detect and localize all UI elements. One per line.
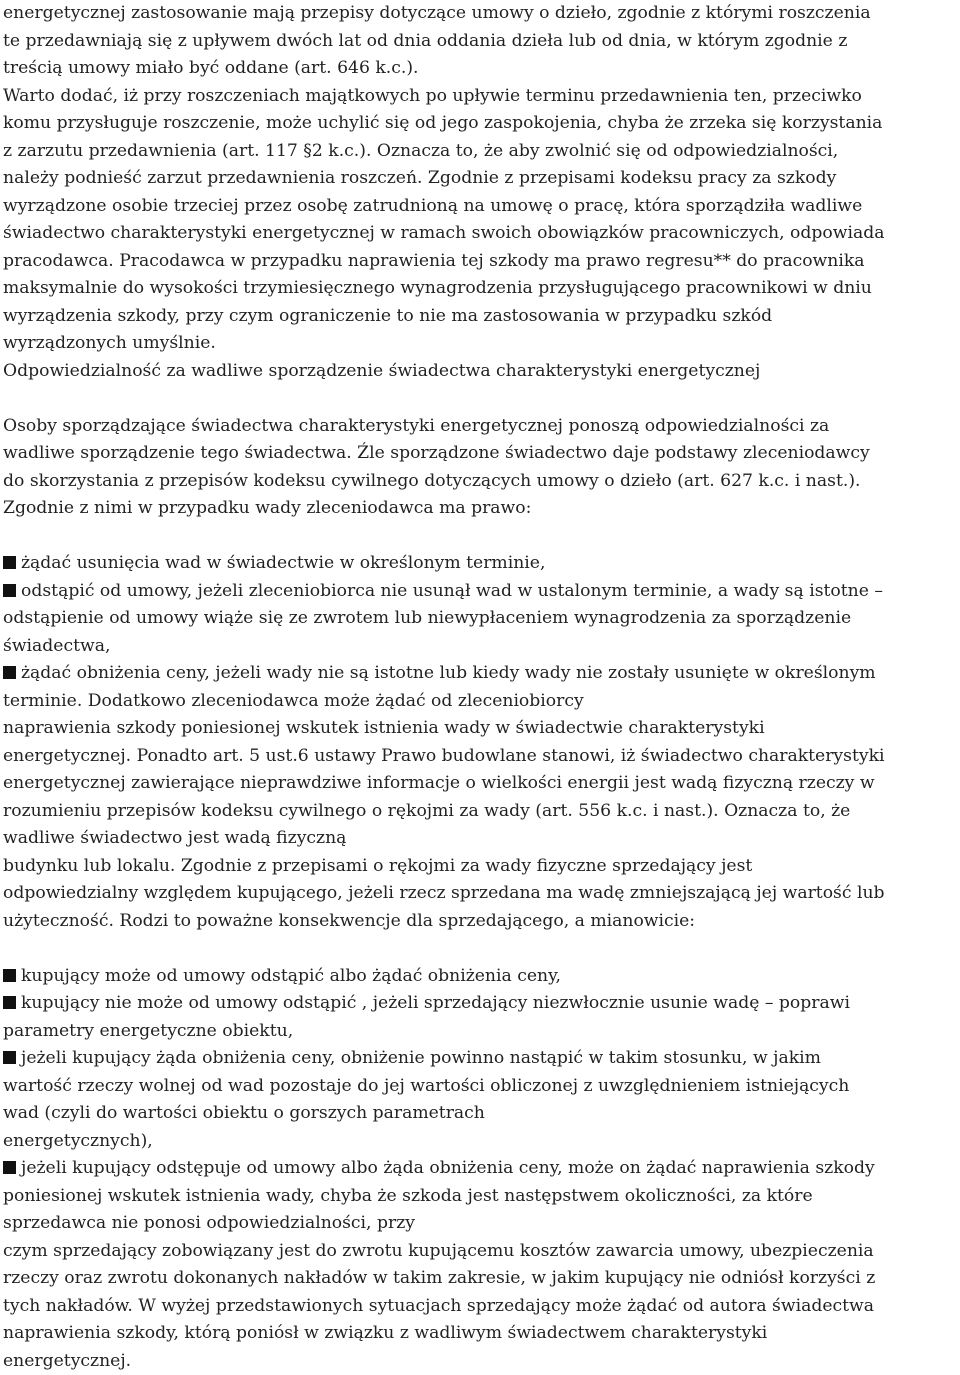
text-line: naprawienia szkody, którą poniósł w związku z wadliwym świadectwem charakterystyki <box>3 1323 768 1343</box>
text-line: te przedawniają się z upływem dwóch lat od dnia oddania dzieła lub od dnia, w którym zgodnie z <box>3 30 848 51</box>
bullet-text: odstąpić od umowy, jeżeli zleceniobiorca nie usunął wad w ustalonym terminie, a wady są istotne – <box>21 580 883 601</box>
bullet-item <box>3 660 876 688</box>
text-line: czym sprzedający zobowiązany jest do zwrotu kupującemu kosztów zawarcia umowy, ubezpieczenia <box>3 1240 874 1261</box>
text-line: energetycznej. <box>3 1350 132 1371</box>
text-line: świadectwa, <box>3 635 111 656</box>
square-bullet-icon <box>3 969 16 982</box>
text-line: terminie. Dodatkowo zleceniodawca może żądać od zleceniobiorcy <box>3 690 584 711</box>
text-line: wad (czyli do wartości obiektu o gorszych parametrach <box>3 1103 485 1123</box>
bullet-item <box>3 990 850 1018</box>
square-bullet-icon <box>3 556 16 569</box>
section-heading: Odpowiedzialność za wadliwe sporządzenie świadectwa charakterystyki energetycznej <box>3 360 761 381</box>
square-bullet-icon <box>3 666 16 679</box>
bullet-text: żądać obniżenia ceny, jeżeli wady nie są istotne lub kiedy wady nie zostały usunięte w określonym <box>21 663 876 683</box>
text-line: wyrządzenia szkody, przy czym ograniczenie to nie ma zastosowania w przypadku szkód <box>3 305 773 326</box>
bullet-item <box>3 963 561 991</box>
bullet-item <box>3 550 545 578</box>
square-bullet-icon <box>3 996 16 1009</box>
text-line: budynku lub lokalu. Zgodnie z przepisami o rękojmi za wady fizyczne sprzedający jest <box>3 855 753 876</box>
text-line: wyrządzonych umyślnie. <box>3 333 216 353</box>
bullet-text: żądać usunięcia wad w świadectwie w określonym terminie, <box>21 553 546 573</box>
text-line: z zarzutu przedawnienia (art. 117 §2 k.c.). Oznacza to, że aby zwolnić się od odpowiedzialności, <box>3 140 839 161</box>
text-line: wadliwe świadectwo jest wadą fizyczną <box>3 828 347 848</box>
text-line: użyteczność. Rodzi to poważne konsekwencje dla sprzedającego, a mianowicie: <box>3 910 696 931</box>
text-line: energetycznych), <box>3 1130 153 1151</box>
text-line: pracodawca. Pracodawca w przypadku naprawienia tej szkody ma prawo regresu** do pracownika <box>3 250 865 271</box>
text-line: Osoby sporządzające świadectwa charakterystyki energetycznej ponoszą odpowiedzialności za <box>3 415 830 436</box>
text-line: sprzedawca nie ponosi odpowiedzialności, przy <box>3 1213 415 1233</box>
text-line: naprawienia szkody poniesionej wskutek istnienia wady w świadectwie charakterystyki <box>3 718 765 738</box>
text-line: energetycznej. Ponadto art. 5 ust.6 ustawy Prawo budowlane stanowi, iż świadectwo charakterystyki <box>3 745 885 766</box>
text-line: Warto dodać, iż przy roszczeniach majątkowych po upływie terminu przedawnienia ten, przeciwko <box>3 85 862 106</box>
text-line: tych nakładów. W wyżej przedstawionych sytuacjach sprzedający może żądać od autora świadectwa <box>3 1295 874 1316</box>
text-line: komu przysługuje roszczenie, może uchylić się od jego zaspokojenia, chyba że zrzeka się korzystania <box>3 113 883 133</box>
bullet-text: jeżeli kupujący żąda obniżenia ceny, obniżenie powinno nastąpić w takim stosunku, w jakim <box>21 1048 821 1068</box>
bullet-item <box>3 578 883 606</box>
bullet-item <box>3 1045 821 1073</box>
text-line: należy podnieść zarzut przedawnienia roszczeń. Zgodnie z przepisami kodeksu pracy za szkody <box>3 168 837 188</box>
bullet-item <box>3 1155 875 1183</box>
text-line: wyrządzone osobie trzeciej przez osobę zatrudnioną na umowę o pracę, która sporządziła wadliwe <box>3 195 863 216</box>
text-line: poniesionej wskutek istnienia wady, chyba że szkoda jest następstwem okoliczności, za które <box>3 1185 813 1206</box>
text-line: wartość rzeczy wolnej od wad pozostaje do jej wartości obliczonej z uwzględnieniem istniejących <box>3 1075 850 1096</box>
square-bullet-icon <box>3 584 16 597</box>
text-line: rozumieniu przepisów kodeksu cywilnego o rękojmi za wady (art. 556 k.c. i nast.). Oznacza to, że <box>3 800 851 821</box>
text-line: energetycznej zawierające nieprawdziwe informacje o wielkości energii jest wadą fizyczną rzeczy w <box>3 773 875 793</box>
square-bullet-icon <box>3 1051 16 1064</box>
text-line: rzeczy oraz zwrotu dokonanych nakładów w takim zakresie, w jakim kupujący nie odniósł korzyści z <box>3 1268 876 1288</box>
bullet-text: kupujący nie może od umowy odstąpić , jeżeli sprzedający niezwłocznie usunie wadę – poprawi <box>21 993 850 1013</box>
text-line: energetycznej zastosowanie mają przepisy dotyczące umowy o dzieło, zgodnie z którymi roszczenia <box>3 3 871 23</box>
text-line: odstąpienie od umowy wiąże się ze zwrotem lub niewypłaceniem wynagrodzenia za sporządzenie <box>3 608 852 628</box>
text-line: wadliwe sporządzenie tego świadectwa. Źle sporządzone świadectwo daje podstawy zleceniodawcy <box>3 443 870 463</box>
text-line: odpowiedzialny względem kupującego, jeżeli rzecz sprzedana ma wadę zmniejszającą jej wartość lub <box>3 883 885 903</box>
text-line: parametry energetyczne obiektu, <box>3 1020 294 1041</box>
text-line: do skorzystania z przepisów kodeksu cywilnego dotyczących umowy o dzieło (art. 627 k.c. i nast.). <box>3 470 861 491</box>
square-bullet-icon <box>3 1161 16 1174</box>
text-line: maksymalnie do wysokości trzymiesięcznego wynagrodzenia przysługującego pracownikowi w dniu <box>3 278 872 298</box>
bullet-text: kupujący może od umowy odstąpić albo żądać obniżenia ceny, <box>21 965 561 986</box>
text-line: Zgodnie z nimi w przypadku wady zleceniodawca ma prawo: <box>3 498 532 518</box>
text-line: treścią umowy miało być oddane (art. 646 k.c.). <box>3 58 419 78</box>
bullet-text: jeżeli kupujący odstępuje od umowy albo żąda obniżenia ceny, może on żądać naprawienia szkody <box>21 1158 875 1178</box>
text-line: świadectwo charakterystyki energetycznej w ramach swoich obowiązków pracowniczych, odpowiada <box>3 223 885 243</box>
